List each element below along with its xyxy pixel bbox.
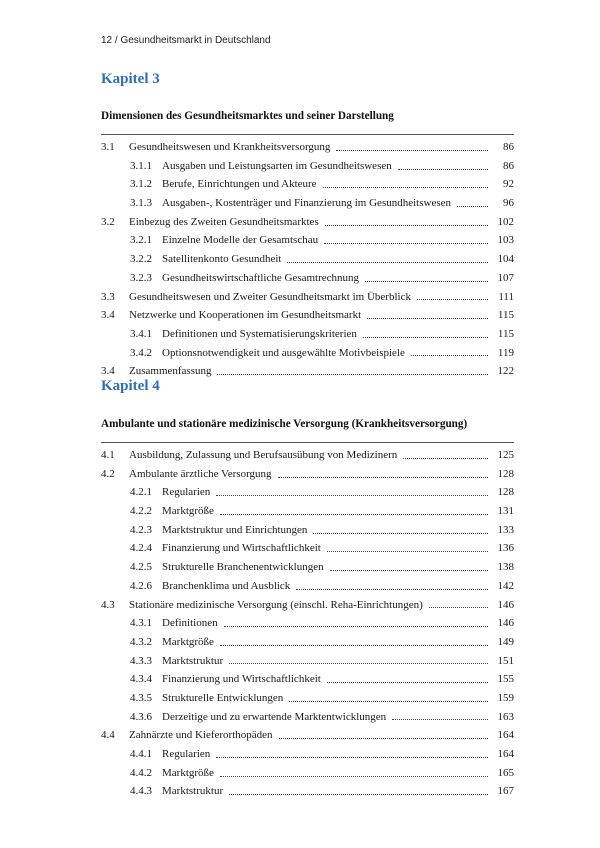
toc-dot-leader	[327, 551, 488, 552]
toc-entry[interactable]	[101, 157, 514, 176]
toc-entry[interactable]	[101, 633, 514, 652]
toc-entry-page: 155	[497, 673, 514, 686]
chapter-4-rule	[101, 442, 514, 443]
toc-entry-title: Derzeitige und zu erwartende Marktentwicklungen	[162, 710, 387, 723]
toc-entry-title: Ausbildung, Zulassung und Berufsausübung von Medizinern	[129, 449, 398, 461]
toc-dot-leader	[398, 169, 488, 170]
toc-dot-leader	[313, 533, 488, 534]
toc-entry-number: 4.4.2	[130, 766, 152, 779]
chapter-4-heading: Kapitel 4	[101, 378, 160, 394]
toc-entry-number: 4.1	[101, 449, 115, 461]
toc-entry-number: 4.4	[101, 729, 115, 742]
toc-entry-title: Marktgröße	[162, 505, 214, 518]
toc-dot-leader	[287, 262, 488, 263]
toc-entry-title: Stationäre medizinische Versorgung (einschl. Reha-Einrichtungen)	[129, 598, 423, 611]
chapter-4-toc	[101, 446, 514, 801]
toc-entry-number: 4.3.2	[130, 635, 152, 648]
toc-entry-number: 3.2.2	[130, 253, 152, 266]
toc-dot-leader	[429, 607, 488, 608]
toc-entry-page: 159	[497, 691, 514, 704]
toc-dot-leader	[327, 682, 488, 683]
toc-entry-page: 92	[503, 178, 514, 191]
toc-entry-number: 3.2.1	[130, 234, 152, 247]
toc-entry-page: 149	[497, 635, 514, 648]
toc-entry-number: 3.1.1	[130, 159, 152, 172]
toc-entry-page: 128	[497, 467, 514, 480]
toc-entry-number: 3.1	[101, 141, 115, 153]
toc-entry-number: 3.4.1	[130, 327, 152, 340]
toc-entry-page: 115	[497, 309, 514, 322]
toc-entry-page: 167	[497, 785, 514, 798]
toc-dot-leader	[330, 570, 488, 571]
toc-entry-page: 86	[503, 159, 514, 172]
toc-dot-leader	[325, 225, 488, 226]
toc-entry-title: Ambulante ärztliche Versorgung	[129, 467, 272, 480]
toc-entry-page: 165	[497, 766, 514, 779]
toc-entry[interactable]	[101, 745, 514, 764]
toc-entry-title: Marktstruktur	[162, 654, 224, 667]
toc-dot-leader	[296, 589, 488, 590]
toc-dot-leader	[220, 645, 488, 646]
toc-dot-leader	[324, 243, 488, 244]
toc-entry-title: Netzwerke und Kooperationen im Gesundheitsmarkt	[129, 309, 362, 322]
toc-entry-page: 131	[497, 505, 514, 518]
toc-entry-title: Optionsnotwendigkeit und ausgewählte Motivbeispiele	[162, 346, 405, 359]
toc-dot-leader	[363, 337, 488, 338]
toc-dot-leader	[289, 701, 488, 702]
toc-entry[interactable]	[101, 194, 514, 213]
toc-entry-title: Einzelne Modelle der Gesamtschau	[162, 234, 319, 247]
toc-entry-page: 111	[498, 290, 514, 303]
toc-dot-leader	[457, 206, 488, 207]
toc-dot-leader	[336, 150, 488, 151]
toc-entry-title: Strukturelle Branchenentwicklungen	[162, 561, 324, 574]
toc-entry-title: Gesundheitswesen und Krankheitsversorgung	[129, 141, 331, 153]
toc-entry-number: 4.2.1	[130, 486, 152, 499]
toc-dot-leader	[229, 794, 488, 795]
toc-entry-number: 4.3.4	[130, 673, 152, 686]
toc-entry-page: 119	[497, 346, 514, 359]
toc-entry-page: 96	[503, 197, 514, 210]
toc-entry[interactable]	[101, 726, 514, 745]
toc-entry[interactable]	[101, 231, 514, 250]
toc-dot-leader	[417, 299, 488, 300]
toc-entry-title: Marktgröße	[162, 635, 214, 648]
toc-entry-number: 4.2	[101, 467, 115, 480]
toc-dot-leader	[403, 458, 488, 459]
toc-entry-number: 3.2.3	[130, 271, 152, 284]
chapter-3-subtitle: Dimensionen des Gesundheitsmarktes und seiner Darstellung	[101, 110, 394, 122]
toc-entry-number: 3.3	[101, 290, 115, 303]
toc-entry-page: 164	[497, 748, 514, 760]
toc-entry-page: 103	[497, 234, 514, 247]
toc-entry-title: Zahnärzte und Kieferorthopäden	[129, 729, 273, 742]
toc-entry[interactable]	[101, 288, 514, 307]
toc-entry-title: Finanzierung und Wirtschaftlichkeit	[162, 542, 321, 555]
toc-entry[interactable]	[101, 306, 514, 325]
toc-dot-leader	[323, 187, 488, 188]
toc-dot-leader	[411, 355, 488, 356]
toc-entry[interactable]	[101, 596, 514, 615]
toc-entry[interactable]	[101, 325, 514, 344]
toc-entry-page: 163	[497, 710, 514, 723]
running-header: 12 / Gesundheitsmarkt in Deutschland	[101, 35, 271, 46]
toc-entry-title: Berufe, Einrichtungen und Akteure	[162, 178, 317, 191]
toc-entry-number: 3.4	[101, 309, 115, 322]
toc-entry-page: 164	[497, 729, 514, 742]
chapter-3-rule	[101, 134, 514, 135]
toc-entry[interactable]	[101, 269, 514, 288]
toc-entry-title: Einbezug des Zweiten Gesundheitsmarktes	[129, 215, 319, 228]
toc-dot-leader	[367, 318, 488, 319]
toc-entry[interactable]	[101, 483, 514, 502]
toc-entry[interactable]	[101, 521, 514, 540]
toc-dot-leader	[278, 477, 488, 478]
toc-entry-title: Marktstruktur	[162, 785, 224, 798]
toc-entry-page: 151	[497, 654, 514, 667]
toc-entry-title: Definitionen und Systematisierungskriterien	[162, 327, 357, 340]
toc-entry[interactable]	[101, 764, 514, 783]
toc-dot-leader	[220, 776, 488, 777]
toc-entry-number: 4.3.1	[130, 617, 152, 630]
toc-entry-number: 3.2	[101, 215, 115, 228]
chapter-3-heading: Kapitel 3	[101, 71, 160, 87]
toc-entry-number: 4.3.6	[130, 710, 152, 723]
toc-entry[interactable]	[101, 175, 514, 194]
toc-entry-title: Zusammenfassung	[129, 365, 212, 378]
toc-entry-number: 4.3.3	[130, 654, 152, 667]
toc-entry-page: 115	[497, 327, 514, 340]
toc-entry-title: Gesundheitswesen und Zweiter Gesundheitsmarkt im Überblick	[129, 290, 411, 303]
toc-entry-number: 3.1.2	[130, 178, 152, 191]
toc-entry-number: 3.4	[101, 365, 115, 378]
toc-entry[interactable]	[101, 250, 514, 269]
toc-dot-leader	[229, 663, 488, 664]
toc-entry[interactable]	[101, 689, 514, 708]
toc-dot-leader	[216, 757, 488, 758]
toc-entry-title: Strukturelle Entwicklungen	[162, 691, 284, 704]
toc-dot-leader	[216, 495, 488, 496]
toc-entry-title: Gesundheitswirtschaftliche Gesamtrechnung	[162, 271, 360, 284]
toc-entry-title: Regularien	[162, 486, 211, 499]
toc-entry-number: 3.4.2	[130, 346, 152, 359]
toc-entry-title: Branchenklima und Ausblick	[162, 579, 291, 592]
toc-dot-leader	[392, 719, 488, 720]
toc-entry-number: 3.1.3	[130, 197, 152, 210]
toc-entry-title: Marktstruktur und Einrichtungen	[162, 523, 308, 536]
toc-entry-number: 4.4.3	[130, 785, 152, 798]
toc-entry[interactable]	[101, 577, 514, 596]
toc-entry-page: 128	[497, 486, 514, 499]
toc-entry-page: 107	[497, 271, 514, 284]
toc-entry-page: 142	[497, 579, 514, 592]
toc-entry[interactable]	[101, 614, 514, 633]
toc-entry[interactable]	[101, 670, 514, 689]
toc-entry-number: 4.2.4	[130, 542, 152, 555]
toc-entry-page: 146	[497, 617, 514, 630]
toc-entry-page: 136	[497, 542, 514, 555]
toc-entry-page: 122	[497, 365, 514, 378]
toc-dot-leader	[279, 738, 488, 739]
toc-entry-title: Finanzierung und Wirtschaftlichkeit	[162, 673, 321, 686]
chapter-4-subtitle: Ambulante und stationäre medizinische Versorgung (Krankheitsversorgung)	[101, 418, 468, 430]
toc-entry-number: 4.2.3	[130, 523, 152, 536]
toc-entry-number: 4.2.6	[130, 579, 152, 592]
toc-entry-number: 4.3.5	[130, 691, 152, 704]
toc-entry[interactable]	[101, 446, 514, 465]
toc-entry-title: Ausgaben-, Kostenträger und Finanzierung im Gesundheitswesen	[162, 197, 451, 210]
toc-entry-number: 4.4.1	[130, 748, 152, 760]
toc-entry[interactable]	[101, 362, 514, 381]
toc-dot-leader	[224, 626, 488, 627]
toc-entry-title: Marktgröße	[162, 766, 214, 779]
toc-dot-leader	[365, 281, 488, 282]
toc-entry[interactable]	[101, 344, 514, 363]
toc-entry-title: Ausgaben und Leistungsarten im Gesundheitswesen	[162, 159, 392, 172]
toc-dot-leader	[220, 514, 488, 515]
toc-entry-page: 138	[497, 561, 514, 574]
toc-entry-number: 4.2.5	[130, 561, 152, 574]
toc-dot-leader	[217, 374, 488, 375]
toc-entry-title: Definitionen	[162, 617, 218, 630]
toc-entry[interactable]	[101, 782, 514, 801]
toc-entry-page: 146	[497, 598, 514, 611]
toc-entry-number: 4.3	[101, 598, 115, 611]
toc-entry[interactable]	[101, 138, 514, 157]
toc-entry-page: 125	[497, 449, 514, 461]
toc-entry[interactable]	[101, 539, 514, 558]
toc-entry[interactable]	[101, 558, 514, 577]
toc-entry-page: 86	[503, 141, 514, 153]
toc-entry-page: 102	[497, 215, 514, 228]
toc-entry-page: 104	[497, 253, 514, 266]
toc-entry[interactable]	[101, 652, 514, 671]
chapter-3-toc	[101, 138, 514, 381]
toc-entry-number: 4.2.2	[130, 505, 152, 518]
toc-entry[interactable]	[101, 502, 514, 521]
toc-entry-title: Regularien	[162, 748, 211, 760]
toc-entry[interactable]	[101, 213, 514, 232]
toc-entry[interactable]	[101, 708, 514, 727]
toc-entry[interactable]	[101, 465, 514, 484]
toc-entry-page: 133	[497, 523, 514, 536]
toc-entry-title: Satellitenkonto Gesundheit	[162, 253, 282, 266]
